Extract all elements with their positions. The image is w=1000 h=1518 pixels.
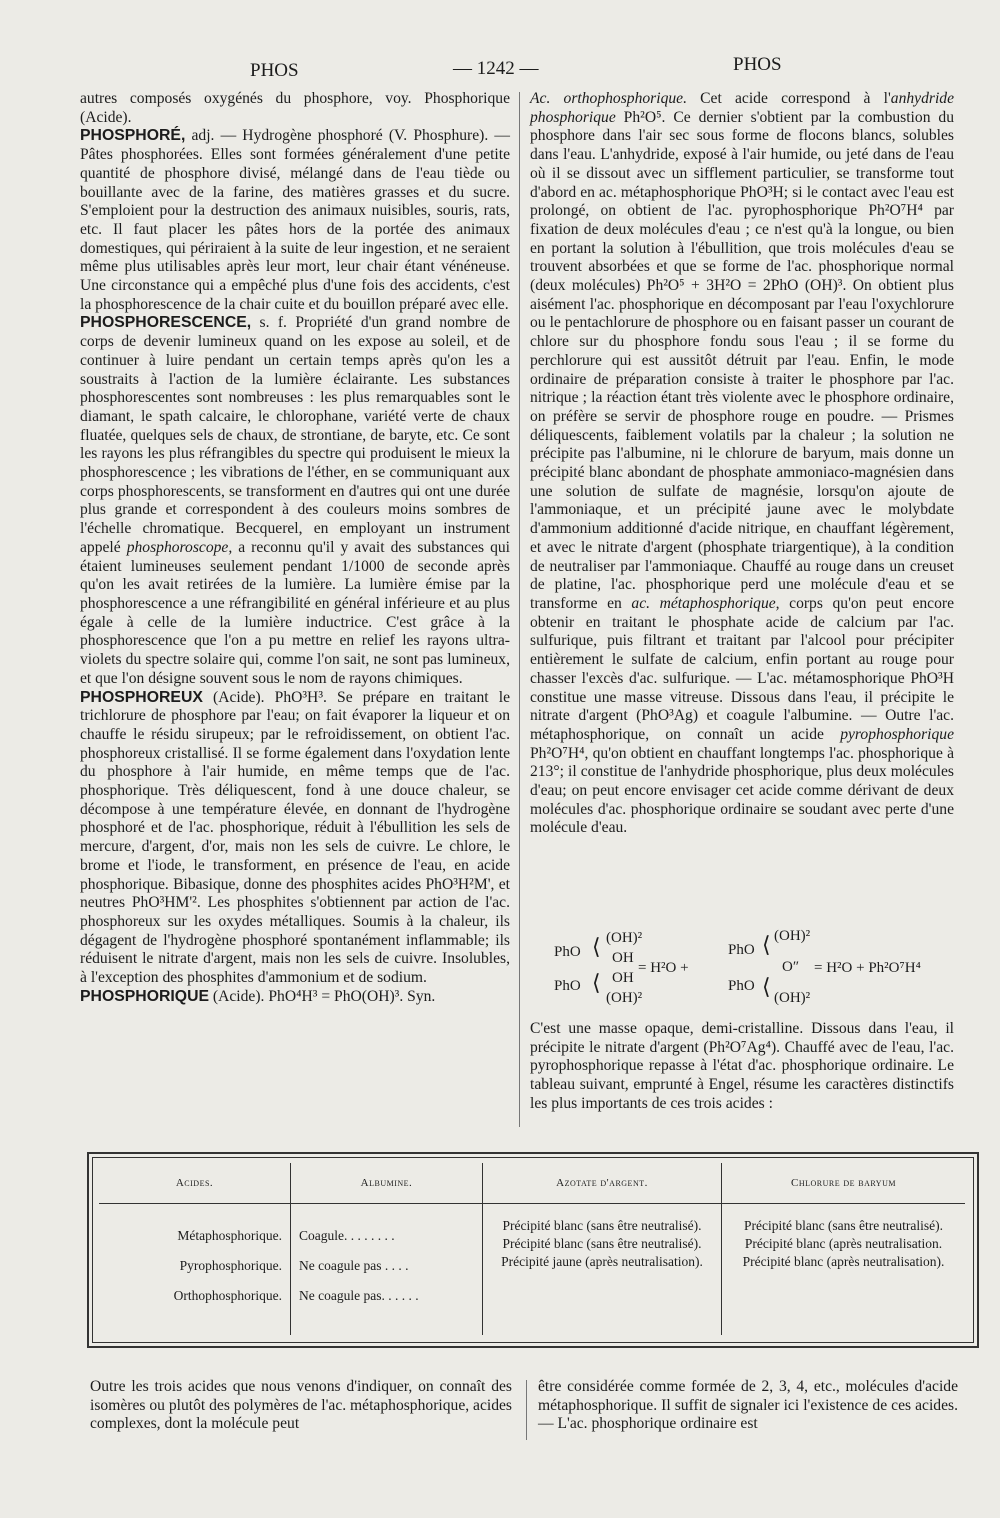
formula-part: (OH)² <box>606 990 643 1006</box>
left-column <box>80 90 510 1130</box>
azotate-value: Précipité blanc (sans être neutralisé). <box>502 1236 702 1251</box>
entry-phosphoreux <box>80 689 510 988</box>
entry-italic: Ac. orthophosphorique. <box>530 90 687 107</box>
formula-part: (OH)² <box>606 930 643 946</box>
entry-phosphorique <box>80 988 510 1007</box>
albumine-value: Ne coagule pas. . . . . . <box>299 1288 419 1303</box>
formula-part: (OH)² <box>774 990 811 1006</box>
acid-name: Orthophosphorique. <box>173 1288 282 1303</box>
continued-paragraph: autres composés oxygénés du phosphore, voy. Phosphorique (Acide). <box>80 90 510 126</box>
entry-text: (Acide). PhO⁴H³ = PhO(OH)³. Syn. <box>209 987 436 1005</box>
entry-italic: ac. métaphosphorique, <box>631 594 780 612</box>
formula-part: PhO <box>728 942 755 958</box>
headword-phosphoreux: PHOSPHOREUX <box>80 688 203 706</box>
albumine-value: Coagule. . . . . . . . <box>299 1228 395 1243</box>
entry-phosphorique-continued <box>530 90 954 838</box>
right-column-continued <box>530 1020 954 1114</box>
entry-text: a reconnu qu'il y avait des substances qui étaient lumineuses seulement pendant 1/1000 de seconde après qu'on les avait retirées de la lumière. La lumière émise par la phosphorescence a une réfrangibilité en général inférieure et au plus égale à celle de la lumière inductrice. C'est grâce à la phosphorescence que l'on a pu mettre en relief les rayons ultra-violets du spectre solaire qui, comme l'on sait, ne sont pas lumineux, et que l'on désigne souvent sous le nom de rayons chimiques. <box>80 538 511 687</box>
acid-comparison-table <box>99 1163 965 1335</box>
formula-bracket: ⟨ <box>592 934 601 959</box>
column-header-acides: Acides. <box>99 1163 291 1204</box>
entry-text: corps qu'on peut encore obtenir en traitant le phosphate acide de calcium par l'ac. sulfurique, puis filtrant et traitant par l'alcool pour précipiter entièrement le sulfate de calcium, enfin portant au rouge pour chasser l'excès d'ac. sulfurique. — L'ac. métamosphorique PhO³H constitue une masse vitreuse. Dissous dans l'eau, il précipite le nitrate d'argent (PhO³Ag) et coagule l'albumine. — Outre l'ac. métaphosphorique, on connaît un acide <box>530 594 955 743</box>
table-row <box>99 1204 965 1336</box>
entry-text: adj. — Hydrogène phosphoré (V. Phosphure). — Pâtes phosphorées. Elles sont formées généralement d'une petite quantité de phosphore divisé, mélangé dans de l'eau tiède ou bouillante avec de la farine, des matières grasses et du sucre. S'emploient pour la destruction des animaux nuisibles, souris, rats, etc. Il faut placer les pâtes hors de la portée des animaux domestiques, qui périraient à la suite de leur ingestion, et ne seraient même plus utilisables après leur mort, leur chair étant vénéneuse. Une circonstance qui a empêché plus d'une fois des accidents, c'est la phosphorescence de la chair cuite et du bouillon préparé avec elle. <box>80 127 510 313</box>
acid-comparison-table-frame <box>87 1152 979 1348</box>
albumine-cell <box>291 1204 483 1336</box>
formula-part: O″ <box>782 959 800 975</box>
formula-part: PhO <box>554 944 581 960</box>
headword-phosphorescence: PHOSPHORESCENCE, <box>80 314 252 332</box>
acid-name: Pyrophosphorique. <box>179 1258 282 1273</box>
formula-part: = H²O + Ph²O⁷H⁴ <box>814 960 921 976</box>
entry-italic: phosphoroscope, <box>126 538 233 556</box>
azotate-value: Précipité blanc (sans être neutralisé). <box>502 1218 702 1233</box>
right-column <box>530 90 954 940</box>
chlorure-value: Précipité blanc (sans être neutralisé). <box>743 1218 944 1233</box>
acid-names-cell <box>99 1204 291 1336</box>
formula-part: OH <box>612 950 634 966</box>
entry-text: Ph²O⁷H⁴, qu'on obtient en chauffant longtemps l'ac. phosphorique à 213°; il constitue de l'anhydride phosphorique, plus deux molécules d'eau; on peut encore envisager cet acide comme dérivant de deux molécules d'ac. phosphorique ordinaire se soudant avec perte d'une molécule d'eau. <box>530 744 954 837</box>
chlorure-value: Précipité blanc (après neutralisation. <box>744 1236 943 1251</box>
bottom-column-divider <box>526 1380 527 1440</box>
running-head-left: PHOS <box>250 60 299 81</box>
formula-part: PhO <box>554 978 581 994</box>
table-header-row <box>99 1163 965 1204</box>
bottom-left-paragraph: Outre les trois acides que nous venons d'indiquer, on connaît des isomères ou plutôt des polymères de l'ac. métaphosphorique, acides complexes, dont la molécule peut <box>90 1378 512 1432</box>
acid-name: Métaphosphorique. <box>177 1228 282 1243</box>
formula-part: PhO <box>728 978 755 994</box>
entry-italic: pyrophosphorique <box>840 725 954 743</box>
bottom-right-paragraph: être considérée comme formée de 2, 3, 4, etc., molécules d'acide métaphosphorique. Il suffit de signaler ici l'existence de ces acides. — L'ac. phosphorique ordinaire est <box>538 1378 958 1432</box>
chemical-formula <box>550 926 960 1016</box>
headword-phosphorique: PHOSPHORIQUE <box>80 987 210 1005</box>
running-head-right: PHOS <box>733 54 782 75</box>
entry-text: s. f. Propriété d'un grand nombre de corps de devenir lumineux quand on les expose au soleil, et de continuer à luire pendant un certain temps après qu'on les a soustraits à l'action de la lumière éclairante. Les substances phosphorescentes sont nombreuses : les plus remarquables sont le diamant, le spath calcaire, le chlorophane, variété verte de chaux fluatée, quelques sels de chaux, de strontiane, de baryte, etc. Ce sont les rayons les plus réfrangibles du spectre qui produisent le mieux la phosphorescence ; les vibrations de l'éther, en se communiquant aux corps phosphorescents, se transforment en d'autres qui ont une durée plus grande et correspondent à des couleurs moins sombres de l'échelle chromatique. Becquerel, en employant un instrument appelé <box>80 314 510 556</box>
page-number: — 1242 — <box>453 58 539 79</box>
entry-text: Ph²O⁵. Ce dernier s'obtient par la combustion du phosphore dans l'air sec sous forme de flocons blancs, solubles dans l'eau. L'anhydride, exposé à l'air humide, ou jeté dans de l'eau où il se dissout avec un sifflement particulier, se transforme tout d'abord en ac. métaphosphorique PhO³H; si le contact avec l'eau est prolongé, on obtient de l'ac. pyrophosphorique Ph²O⁷H⁴ par fixation de deux molécules d'eau ; ce n'est qu'à la longue, ou bien en portant la solution à l'ébullition, que trois molécules d'eau se trouvent absorbées et que se forme de l'ac. phosphorique normal (deux molécules) Ph²O⁵ + 3H²O = 2PhO (OH)³. On obtient plus aisément l'ac. phosphorique en décomposant par l'eau l'oxychlorure ou le pentachlorure de phosphore ou en faisant passer un courant de chlore sur du phosphore fondu sous l'eau ; il se forme du perchlorure qui est aussitôt détruit par l'eau. Enfin, le mode ordinaire de préparation consiste à traiter le phosphore par l'ac. nitrique ; la réaction étant très violente avec le phosphore ordinaire, on préfère se servir de phosphore rouge en poudre. — Prismes déliquescents, faiblement volatils par la chaleur ; la solution ne précipite pas l'albumine, ni le chlorure de baryum, mais donne un précipité blanc abondant de phosphate ammoniaco-magnésien dans une solution de sulfate de magnésie, lorsqu'on ajoute de l'ammoniaque, et un précipité jaune avec le molybdate d'ammonium additionné d'acide nitrique, en chauffant légèrement, et avec le nitrate d'argent (phosphate triargentique), à la condition de neutraliser par l'ammoniaque. Chauffé au rouge dans un creuset de platine, l'ac. phosphorique perd une molécule d'eau et se transforme en <box>530 108 954 612</box>
formula-bracket: ⟨ <box>592 970 601 995</box>
column-divider <box>519 92 520 1127</box>
formula-bracket: ⟨ <box>762 932 771 957</box>
entry-phosphore <box>80 127 510 314</box>
entry-text: Cet acide correspond à l' <box>686 90 891 107</box>
azotate-value: Précipité jaune (après neutralisation). <box>501 1254 703 1269</box>
entry-italic: anhydride phosphorique <box>530 90 954 126</box>
column-header-albumine: Albumine. <box>291 1163 483 1204</box>
chlorure-cell <box>722 1204 966 1336</box>
column-header-azotate: Azotate d'argent. <box>483 1163 722 1204</box>
entry-text: (Acide). PhO³H³. Se prépare en traitant le trichlorure de phosphore par l'eau; on fait évaporer la liqueur et on chauffe le résidu sirupeux; par le refroidissement, on obtient l'ac. phosphoreux cristallisé. Il se forme également dans l'oxydation lente du phosphore à l'air humide, en même temps que de l'ac. phosphorique. Très déliquescent, fond à une douce chaleur, se décompose à une température élevée, en donnant de l'hydrogène phosphoré et de l'ac. phosphorique, réduit à l'ébullition les sels de mercure, d'argent, d'or, mais non les sels de cuivre. Le chlore, le brome et l'iode, le transforment, en présence de l'eau, en acide phosphorique. Bibasique, donne des phosphites acides PhO³H²M', et neutres PhO³HM'². Les phosphites s'obtiennent par action de l'ac. phosphoreux sur les oxydes métalliques. Soumis à la chaleur, ils dégagent de l'hydrogène phosphoré spontanément inflammable; ils réduisent le nitrate d'argent, mais non les sels de cuivre. Insolubles, à l'exception des phosphites d'ammonium et de sodium. <box>80 688 510 987</box>
paragraph-pyrophosphorique: C'est une masse opaque, demi-cristalline. Dissous dans l'eau, il précipite le nitrate d'argent (Ph²O⁷Ag⁴). Chauffé avec de l'eau, l'ac. pyrophosphorique repasse à l'état d'ac. phosphorique ordinaire. Le tableau suivant, emprunté à Engel, résume les caractères distinctifs les plus importants de ces trois acides : <box>530 1020 954 1112</box>
albumine-value: Ne coagule pas . . . . <box>299 1258 409 1273</box>
running-head <box>60 52 940 86</box>
formula-part: (OH)² <box>774 928 811 944</box>
headword-phosphore: PHOSPHORÉ, <box>80 127 186 145</box>
formula-part: = H²O + <box>638 960 689 976</box>
entry-phosphorescence <box>80 314 510 688</box>
formula-bracket: ⟨ <box>762 974 771 999</box>
chlorure-value: Précipité blanc (après neutralisation). <box>742 1254 945 1269</box>
column-header-chlorure: Chlorure de baryum <box>722 1163 966 1204</box>
formula-part: OH <box>612 970 634 986</box>
azotate-cell <box>483 1204 722 1336</box>
